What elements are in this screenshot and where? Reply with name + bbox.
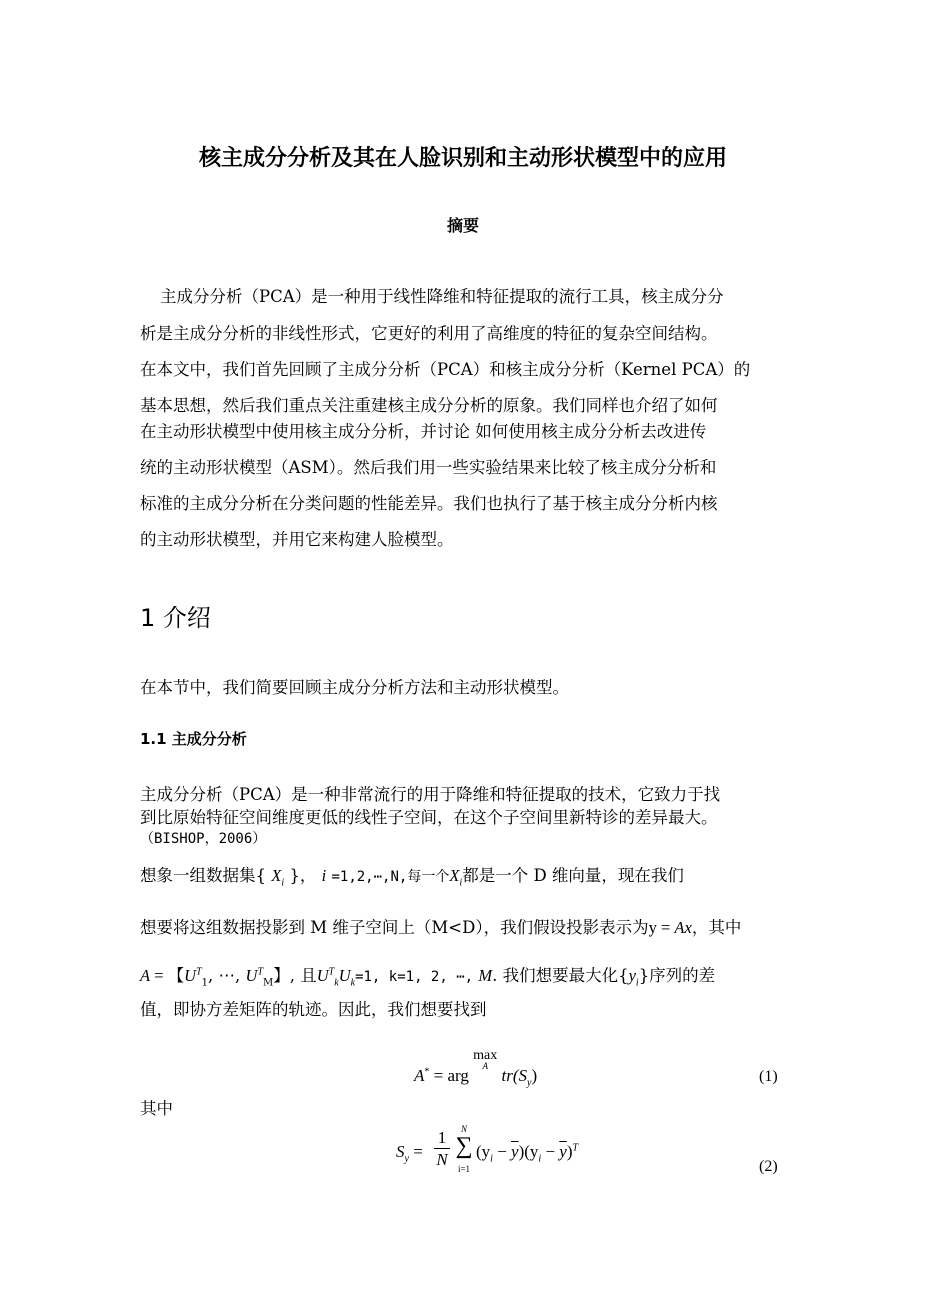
math-eq: = bbox=[408, 1142, 423, 1161]
math-var: X bbox=[271, 866, 282, 885]
math-sub: M bbox=[263, 977, 274, 989]
abstract-line-1: 主成分分析（PCA）是一种用于线性降维和特征提取的流行工具，核主成分分 bbox=[160, 287, 724, 306]
math-sub: y bbox=[404, 1153, 409, 1165]
max-sub: A bbox=[482, 1061, 488, 1071]
math-eq: y = bbox=[648, 918, 675, 937]
math-sub: 1 bbox=[201, 977, 209, 989]
abstract-heading: 摘要 bbox=[446, 216, 479, 235]
section-1-1-heading: 1.1 主成分分析 bbox=[140, 730, 247, 748]
abstract-line-4: 基本思想，然后我们重点关注重建核主成分分析的原象。我们同样也介绍了如何 bbox=[140, 396, 718, 415]
math-tr: tr(S bbox=[501, 1066, 527, 1085]
math-sup: T bbox=[257, 966, 263, 978]
text: 都是一个 D 维向量，现在我们 bbox=[462, 866, 684, 885]
pca-citation: （BISHOP，2006） bbox=[140, 831, 267, 847]
pca-line-1: 主成分分析（PCA）是一种非常流行的用于降维和特征提取的技术，它致力于找 bbox=[140, 785, 721, 804]
math-eq: = 【 bbox=[150, 966, 185, 985]
abstract-line-6: 统的主动形状模型（ASM）。然后我们用一些实验结果来比较了核主成分分析和 bbox=[140, 458, 717, 477]
equation-2-number: (2) bbox=[759, 1158, 778, 1175]
math-close: ) bbox=[531, 1066, 538, 1085]
pca-line-4 bbox=[140, 862, 684, 888]
math-var: S bbox=[396, 1142, 405, 1161]
math-var: U bbox=[184, 966, 197, 985]
math-sub: i bbox=[459, 877, 463, 889]
t: − bbox=[541, 1142, 560, 1161]
text: =1,2,⋯,N,每一个 bbox=[331, 869, 450, 885]
math-var: A bbox=[414, 1066, 425, 1085]
math-sup: * bbox=[424, 1066, 430, 1078]
where-label: 其中 bbox=[140, 1099, 173, 1118]
t: − bbox=[492, 1142, 512, 1161]
frac-den: N bbox=[436, 1150, 448, 1169]
abstract-line-3: 在本文中，我们首先回顾了主成分分析（PCA）和核主成分分析（Kernel PCA）的 bbox=[140, 360, 751, 379]
text: 想象一组数据集{ bbox=[140, 866, 266, 885]
text: ，其中 bbox=[691, 918, 742, 937]
text: }序列的差 bbox=[638, 966, 716, 985]
math-var: U bbox=[338, 966, 351, 985]
math-sub: y bbox=[527, 1077, 532, 1089]
s: i bbox=[538, 1153, 542, 1165]
fraction bbox=[434, 1128, 450, 1171]
sum-top: N bbox=[460, 1124, 467, 1134]
math-var: U bbox=[245, 966, 258, 985]
math-eq: = arg bbox=[429, 1066, 474, 1085]
s: i bbox=[490, 1153, 493, 1165]
math-sub: k bbox=[350, 977, 356, 989]
text: 想要将这组数据投影到 M 维子空间上（M<D），我们假设投影表示为 bbox=[140, 918, 649, 937]
abstract-line-2: 析是主成分分析的非线性形式，它更好的利用了高维度的特征的复杂空间结构。 bbox=[140, 324, 718, 343]
frac-num: 1 bbox=[434, 1128, 450, 1149]
math-sub: i bbox=[635, 977, 639, 989]
abstract-line-8: 的主动形状模型，并用它来构建人脸模型。 bbox=[140, 530, 454, 549]
abstract-line-7: 标准的主成分分析在分类问题的性能差异。我们也执行了基于核主成分分析内核 bbox=[140, 494, 718, 513]
math-var: A bbox=[140, 966, 151, 985]
text: =1, k=1, 2, ⋯, bbox=[355, 969, 474, 985]
equation-1 bbox=[414, 1048, 538, 1089]
s: T bbox=[572, 1142, 579, 1154]
sum-bottom: i=1 bbox=[457, 1164, 471, 1174]
math-var: U bbox=[316, 966, 329, 985]
max-operator bbox=[473, 1048, 497, 1080]
pca-line-2: 到比原始特征空间维度更低的线性子空间，在这个子空间里新特诊的差异最大。 bbox=[140, 808, 718, 827]
equation-1-number: (1) bbox=[759, 1068, 778, 1085]
t: ) bbox=[566, 1142, 573, 1161]
y-bar: $\overline{y}$ bbox=[559, 1142, 567, 1161]
math-sub: k bbox=[334, 977, 339, 989]
math-var: y bbox=[628, 966, 636, 985]
section-1-heading: 1 介绍 bbox=[140, 604, 211, 632]
math-var: Ax bbox=[674, 918, 692, 937]
pca-line-5 bbox=[140, 914, 741, 938]
math-var: M bbox=[478, 966, 493, 985]
text: }， bbox=[289, 866, 317, 885]
text: . 我们想要最大化{ bbox=[492, 966, 629, 985]
y-bar: $\overline{y}$ bbox=[511, 1142, 519, 1161]
math-var: i bbox=[321, 866, 327, 885]
eq2-body bbox=[476, 1142, 578, 1164]
section-1-intro: 在本节中，我们简要回顾主成分分析方法和主动形状模型。 bbox=[140, 678, 569, 697]
t: )(y bbox=[518, 1142, 539, 1161]
sum-sign: ∑ bbox=[455, 1133, 473, 1159]
pca-line-6 bbox=[140, 962, 715, 988]
eq2-lhs bbox=[396, 1142, 423, 1164]
text: 】, 且 bbox=[273, 966, 317, 985]
t: (y bbox=[476, 1142, 491, 1161]
text: , ⋯, bbox=[208, 966, 241, 985]
math-var: X bbox=[449, 866, 460, 885]
math-sub: i bbox=[281, 877, 285, 889]
max-text: max bbox=[473, 1048, 498, 1063]
abstract-line-5: 在主动形状模型中使用核主成分分析，并讨论 如何使用核主成分分析去改进传 bbox=[140, 422, 707, 441]
math-sup: T bbox=[196, 966, 202, 978]
pca-line-7: 值，即协方差矩阵的轨迹。因此，我们想要找到 bbox=[140, 1000, 487, 1019]
math-sup: T bbox=[328, 966, 335, 978]
paper-title: 核主成分分析及其在人脸识别和主动形状模型中的应用 bbox=[198, 146, 727, 171]
